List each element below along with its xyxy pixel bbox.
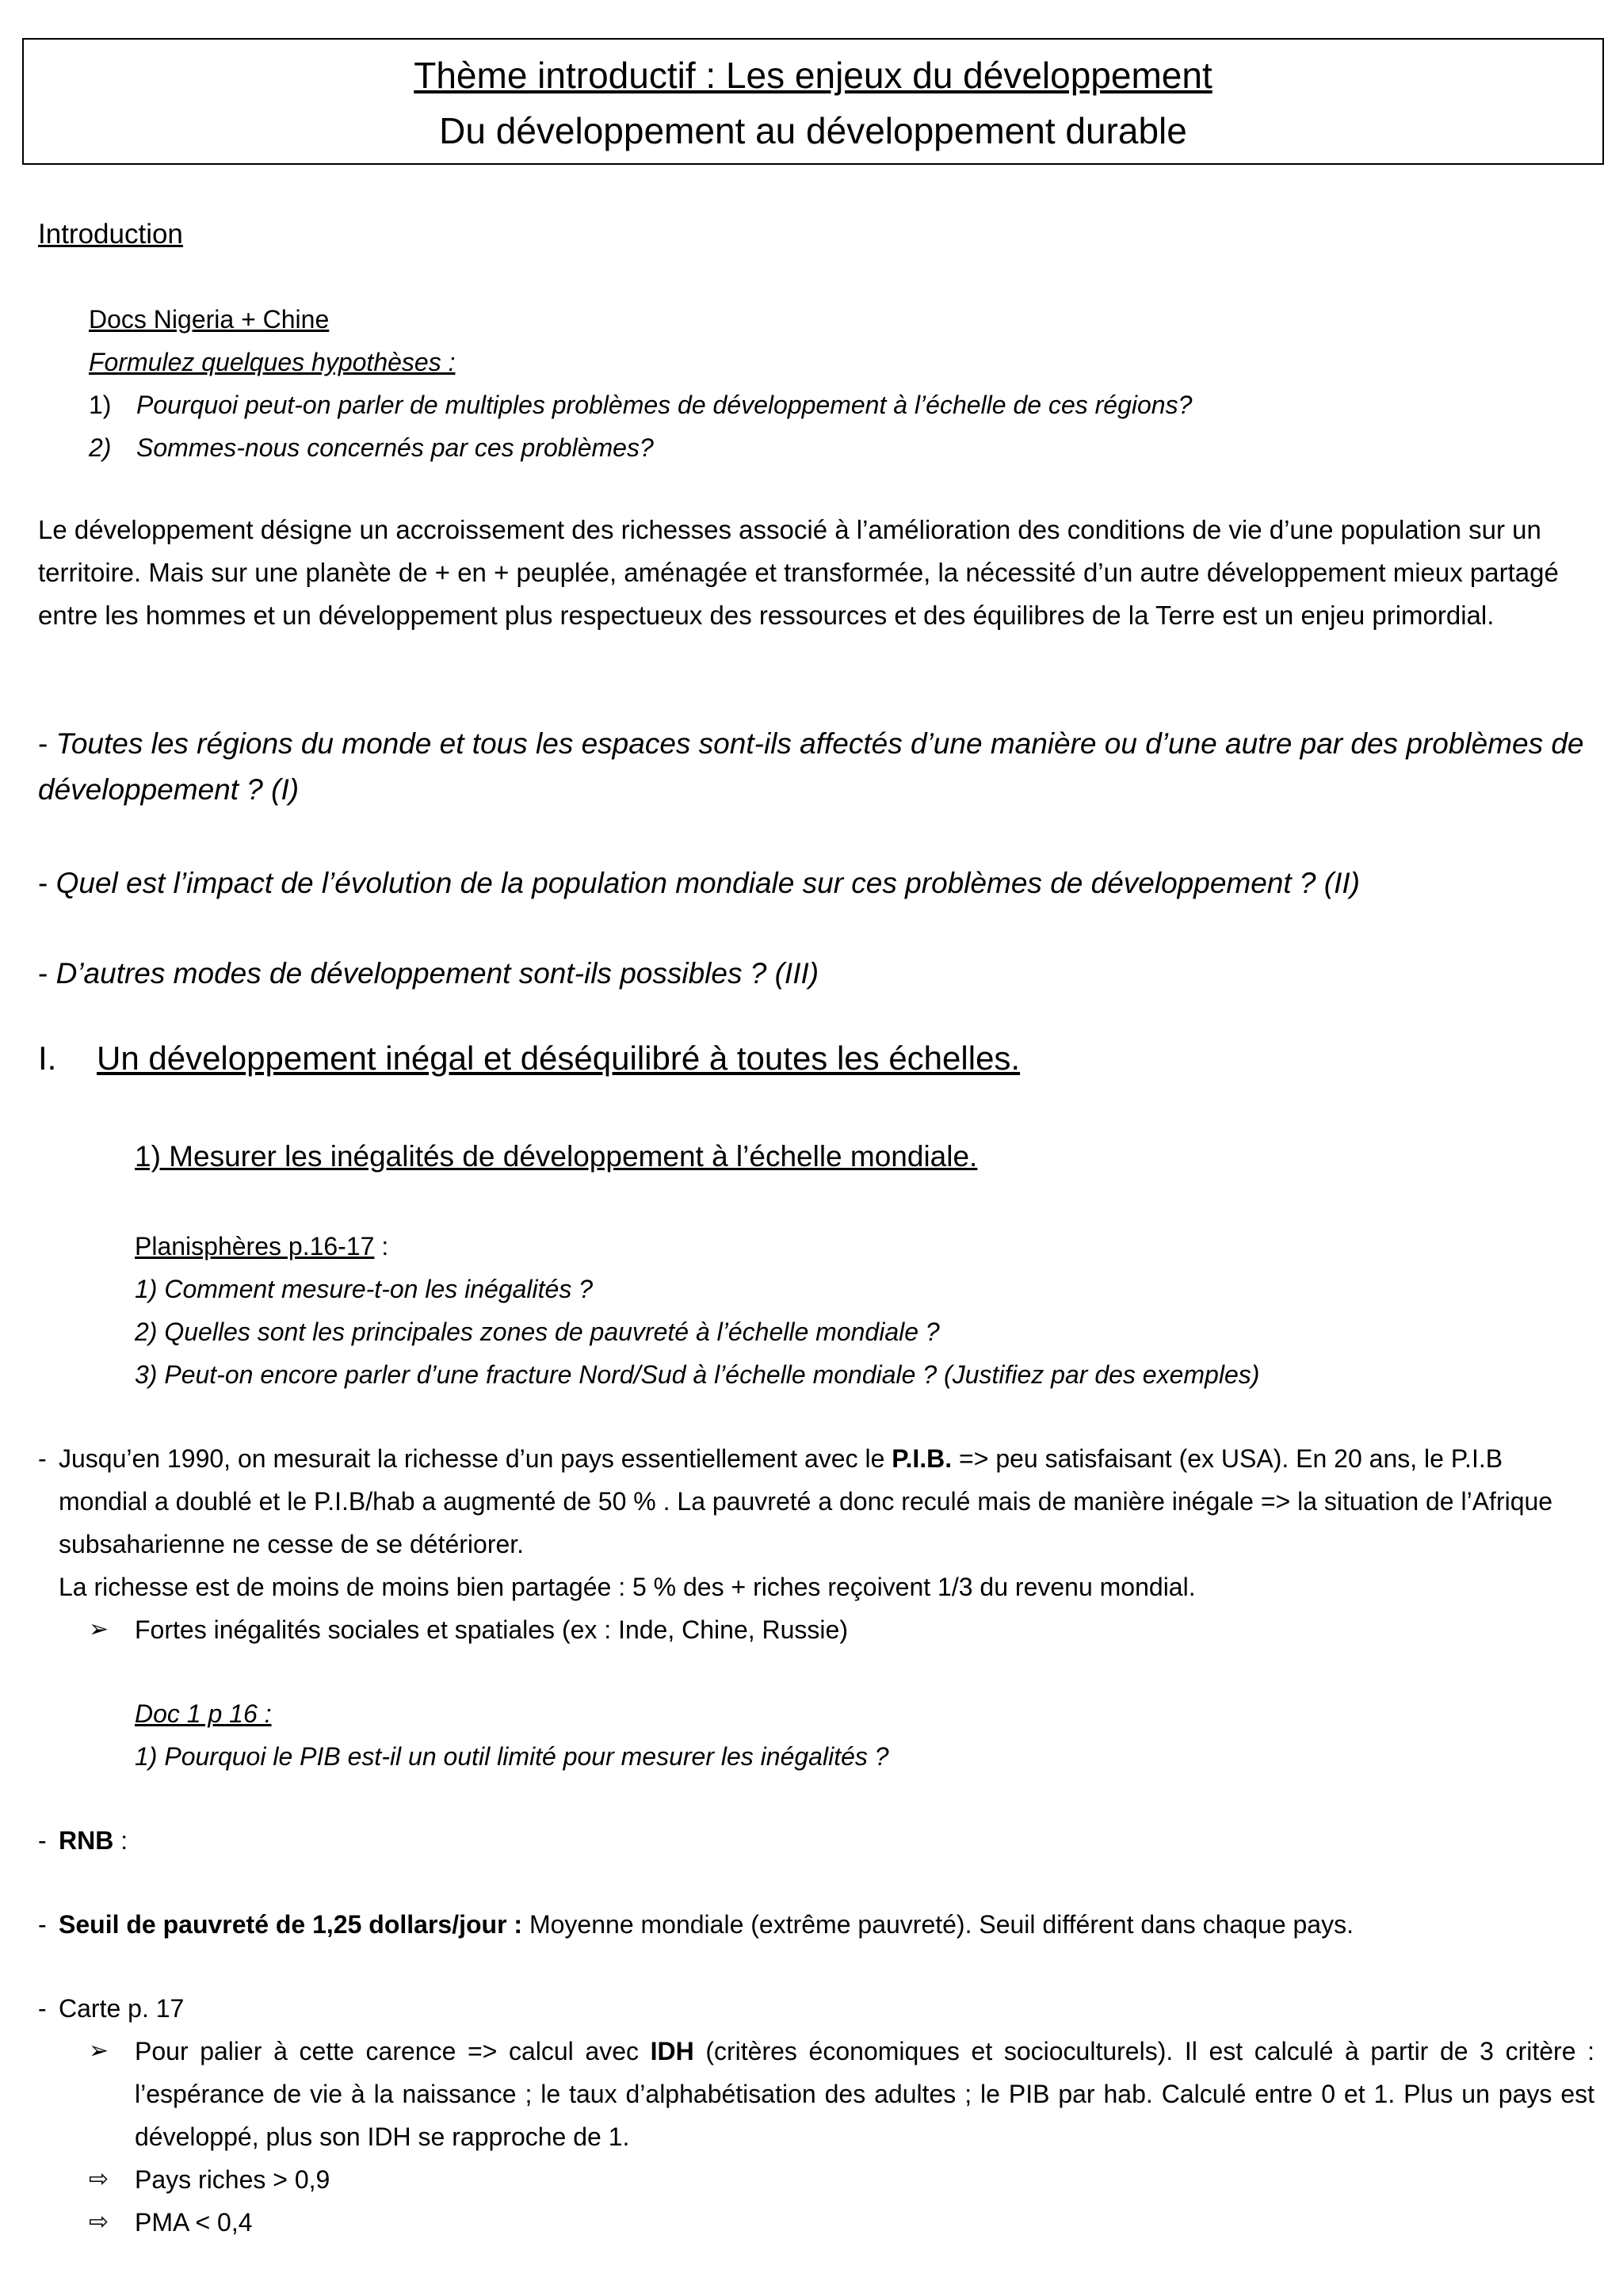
title-box bbox=[22, 38, 1604, 165]
idh-text-c: (critères économiques et socioculturels). Il est calculé à partir de 3 critère : l’espérance de vie à la naissance ; le taux d’alphabétisation des adultes ; le PIB par hab. Calculé entre 0 et 1. Plus un pays est développé, plus son IDH se rapproche de 1. bbox=[135, 2037, 1595, 2151]
question-number: 1) bbox=[89, 391, 112, 419]
colon: : bbox=[374, 1232, 389, 1261]
bullet-pays-riches bbox=[89, 2158, 1594, 2201]
dash-marker: - bbox=[38, 1994, 47, 2023]
problematique-text: D’autres modes de développement sont-ils possibles ? (III) bbox=[55, 957, 819, 990]
doc1-question: 1) Pourquoi le PIB est-il un outil limité pour mesurer les inégalités ? bbox=[135, 1742, 889, 1771]
bullet-inegalites bbox=[89, 1608, 1594, 1651]
bullet-text: PMA < 0,4 bbox=[135, 2208, 253, 2237]
pib-text-d: La richesse est de moins de moins bien partagée : 5 % des + riches reçoivent 1/3 du revenu mondial. bbox=[59, 1573, 1196, 1601]
arrow-bullet-icon: ➢ bbox=[89, 2038, 109, 2064]
arrow-bullet-icon: ➢ bbox=[89, 1616, 109, 1642]
section-title: Un développement inégal et déséquilibré à toutes les échelles. bbox=[97, 1039, 1021, 1077]
planispheres-link-text: Planisphères p.16-17 bbox=[135, 1232, 375, 1261]
question-text: Sommes-nous concernés par ces problèmes? bbox=[136, 433, 654, 462]
pib-text-a: Jusqu’en 1990, on mesurait la richesse d’un pays essentiellement avec le bbox=[59, 1444, 892, 1473]
problematique-1 bbox=[38, 721, 1591, 813]
pib-term: P.I.B. bbox=[892, 1444, 953, 1473]
bullet-idh bbox=[89, 2030, 1594, 2158]
problematique-3 bbox=[38, 951, 1591, 997]
colon: : bbox=[113, 1826, 128, 1855]
dash-marker: - bbox=[38, 867, 48, 899]
dash-marker: - bbox=[38, 1444, 47, 1473]
carte-text: Carte p. 17 bbox=[59, 1994, 185, 2023]
section-number: I. bbox=[38, 1039, 57, 1077]
intro-paragraph: Le développement désigne un accroissement des richesses associé à l’amélioration des conditions de vie d’une population sur un territoire. Mais sur une planète de + en + peuplée, aménagée et transformée, la nécessité d’un autre développement mieux partagé entre les hommes et un développement plus respectueux des ressources et des équilibres de la Terre est un enjeu primordial. bbox=[38, 515, 1559, 630]
dash-marker: - bbox=[38, 957, 48, 990]
dash-marker: - bbox=[38, 1826, 47, 1855]
docs-reference: Docs Nigeria + Chine bbox=[89, 305, 330, 334]
seuil-term: Seuil de pauvreté de 1,25 dollars/jour : bbox=[59, 1910, 523, 1939]
planispheres-question-1: 1) Comment mesure-t-on les inégalités ? bbox=[135, 1275, 594, 1303]
carte-item bbox=[38, 1987, 1594, 2030]
problematique-2 bbox=[38, 860, 1591, 906]
rnb-item bbox=[38, 1819, 1594, 1862]
idh-term: IDH bbox=[650, 2037, 694, 2065]
problematique-text: Quel est l’impact de l’évolution de la population mondiale sur ces problèmes de développement ? (II) bbox=[55, 867, 1360, 899]
planispheres-question-3: 3) Peut-on encore parler d’une fracture Nord/Sud à l’échelle mondiale ? (Justifiez par des exemples) bbox=[135, 1360, 1260, 1389]
intro-heading: Introduction bbox=[38, 219, 183, 250]
dash-marker: - bbox=[38, 727, 48, 760]
section-heading bbox=[38, 1035, 1020, 1082]
pib-text-c: => peu satisfaisant (ex USA). En 20 ans, le P.I.B mondial a doublé et le P.I.B/hab a augmenté de 50 % . La pauvreté a donc reculé mais de manière inégale => la situation de l’Afrique subsaharienne ne cesse de se détériorer. bbox=[59, 1444, 1553, 1558]
dash-marker: - bbox=[38, 1910, 47, 1939]
bullet-text: Pays riches > 0,9 bbox=[135, 2165, 330, 2194]
seuil-item bbox=[38, 1903, 1594, 1946]
main-title: Thème introductif : Les enjeux du développement bbox=[414, 55, 1212, 96]
planispheres-reference bbox=[135, 1225, 388, 1268]
question-number: 2) bbox=[89, 433, 112, 462]
hypotheses-prompt: Formulez quelques hypothèses : bbox=[89, 348, 456, 376]
question-text: Pourquoi peut-on parler de multiples problèmes de développement à l’échelle de ces régions? bbox=[136, 391, 1193, 419]
planispheres-question-2: 2) Quelles sont les principales zones de pauvreté à l’échelle mondiale ? bbox=[135, 1318, 940, 1346]
thin-arrow-icon: ⇨ bbox=[89, 2209, 109, 2235]
bullet-text: Fortes inégalités sociales et spatiales (ex : Inde, Chine, Russie) bbox=[135, 1615, 848, 1644]
bullet-pma bbox=[89, 2201, 1594, 2244]
rnb-term: RNB bbox=[59, 1826, 114, 1855]
pib-paragraph bbox=[38, 1437, 1594, 1608]
seuil-text: Moyenne mondiale (extrême pauvreté). Seuil différent dans chaque pays. bbox=[522, 1910, 1354, 1939]
thin-arrow-icon: ⇨ bbox=[89, 2166, 109, 2192]
doc1-reference: Doc 1 p 16 : bbox=[135, 1699, 272, 1728]
hypothesis-question-2 bbox=[89, 426, 654, 469]
subsection-heading: 1) Mesurer les inégalités de développement à l’échelle mondiale. bbox=[135, 1140, 978, 1173]
subtitle: Du développement au développement durable bbox=[439, 110, 1187, 151]
hypothesis-question-1 bbox=[89, 383, 1192, 426]
idh-text-a: Pour palier à cette carence => calcul avec bbox=[135, 2037, 651, 2065]
problematique-text: Toutes les régions du monde et tous les espaces sont-ils affectés d’une manière ou d’une autre par des problèmes de développement ? (I) bbox=[38, 727, 1584, 806]
